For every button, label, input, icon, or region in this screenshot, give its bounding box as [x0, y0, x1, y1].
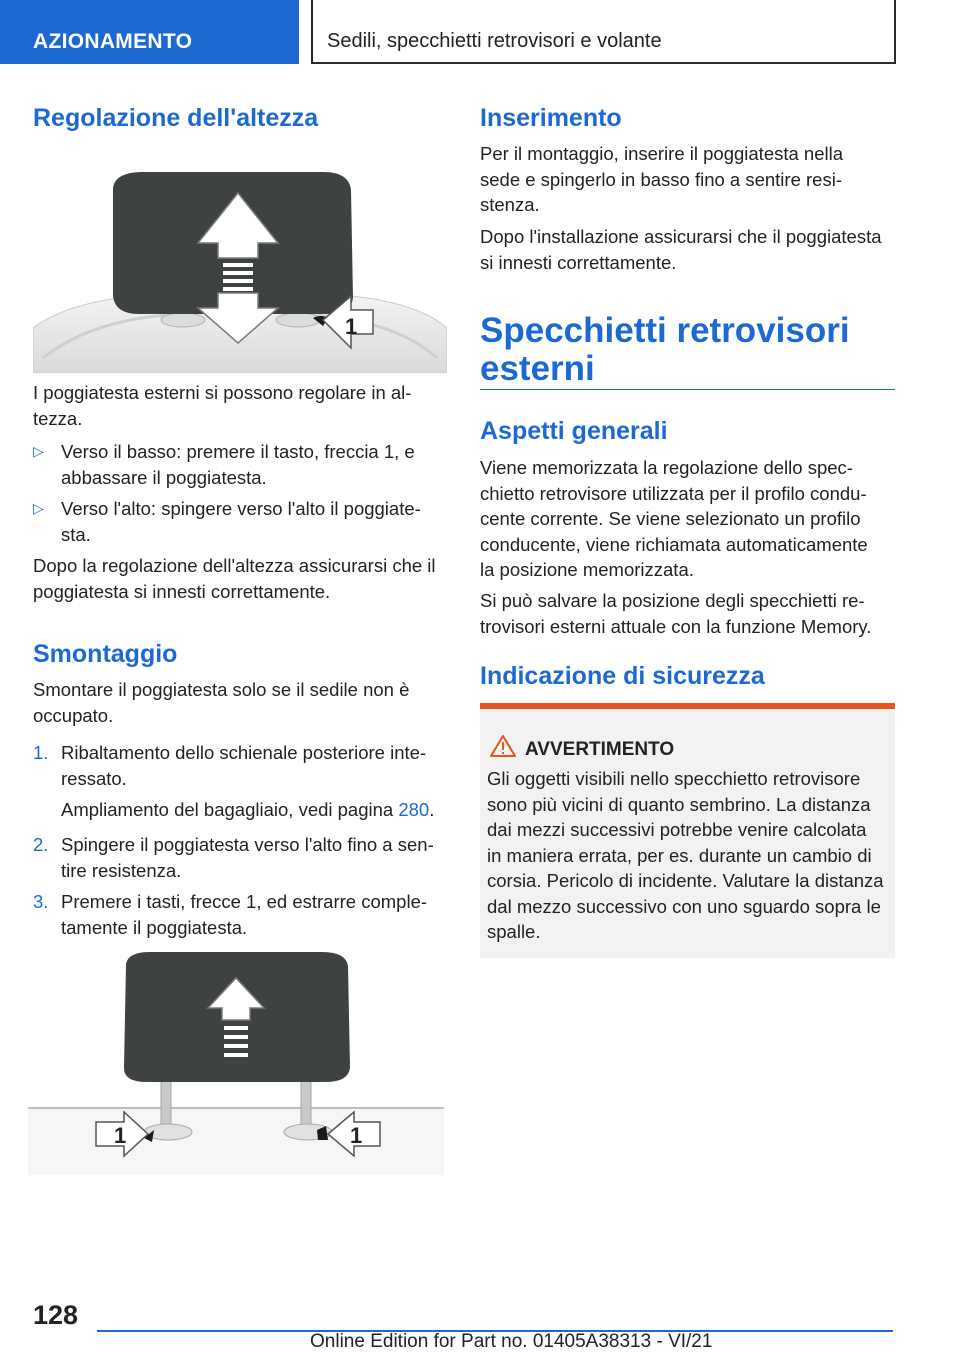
headrest-height-figure [33, 168, 447, 373]
general-paragraph: Viene memorizzata la regolazione dello spec- chietto retrovisore utilizzata per il profilo condu- cente corrente. Se viene selezionato un profilo conducente, viene richiamata automaticamente la posizione memorizzata. [480, 457, 868, 580]
triangle-bullet-icon: ▷ [33, 443, 44, 459]
warning-title: AVVERTIMENTO [525, 739, 675, 760]
figure-label-left: 1 [114, 1123, 127, 1148]
step-number: 1. [33, 742, 49, 763]
page-reference-link[interactable]: 280 [398, 799, 430, 820]
height-note-paragraph: Dopo la regolazione dell'altezza assicurarsi che il poggiatesta si innesti correttamente. [33, 555, 436, 602]
section-title: AZIONAMENTO [33, 30, 193, 53]
figure-label-right: 1 [350, 1123, 363, 1148]
section-divider [480, 389, 895, 390]
step-item: 2. Spingere il poggiatesta verso l'alto fino a sen- tire resistenza. [33, 834, 434, 881]
mirrors-heading: Specchietti retrovisori esterni [480, 311, 850, 388]
step-number: 2. [33, 834, 49, 855]
step-item: 3. Premere i tasti, frecce 1, ed estrarre comple- tamente il poggiatesta. [33, 891, 428, 938]
insertion-heading: Inserimento [480, 104, 622, 132]
general-heading: Aspetti generali [480, 417, 668, 445]
page-number: 128 [33, 1300, 79, 1330]
memory-paragraph: Si può salvare la posizione degli specchietti re- trovisori esterni attuale con la funzione Memory. [480, 590, 872, 637]
step-number: 3. [33, 891, 49, 912]
warning-triangle-icon [490, 735, 516, 757]
height-paragraph: I poggiatesta esterni si possono regolare in al- tezza. [33, 382, 412, 429]
warning-box [480, 703, 895, 958]
removal-heading: Smontaggio [33, 640, 178, 668]
bullet-item: ▷ Verso l'alto: spingere verso l'alto il poggiate- sta. [33, 498, 421, 545]
insertion-note-paragraph: Dopo l'installazione assicurarsi che il poggiatesta si innesti correttamente. [480, 226, 882, 273]
section-tab [0, 0, 299, 64]
removal-paragraph: Smontare il poggiatesta solo se il sedile non è occupato. [33, 679, 410, 726]
edition-info: Online Edition for Part no. 01405A38313 - VI/21 [310, 1331, 713, 1352]
safety-heading: Indicazione di sicurezza [480, 662, 765, 690]
step-item: 1. Ribaltamento dello schienale posteriore inte- ressato. Ampliamento del bagagliaio, vedi pagina 280. [33, 742, 435, 820]
triangle-bullet-icon: ▷ [33, 500, 44, 516]
height-adjust-heading: Regolazione dell'altezza [33, 104, 319, 132]
bullet-item: ▷ Verso il basso: premere il tasto, freccia 1, e abbassare il poggiatesta. [33, 441, 415, 488]
insertion-paragraph: Per il montaggio, inserire il poggiatesta nella sede e spingerlo in basso fino a sentire resi- stenza. [480, 143, 844, 215]
warning-text: Gli oggetti visibili nello specchietto retrovisore sono più vicini di quanto sembrino. La distanza dai mezzi successivi potrebbe venire calcolata in maniera errata, per es. durante un cambio di corsia. Pericolo di incidente. Valutare la distanza dal mezzo successivo con uno sguardo sopra le spalle. [487, 768, 884, 942]
headrest-removal-figure [28, 950, 444, 1175]
chapter-title: Sedili, specchietti retrovisori e volante [327, 30, 662, 52]
chapter-tab [311, 0, 896, 64]
figure-label-1: 1 [345, 314, 358, 339]
